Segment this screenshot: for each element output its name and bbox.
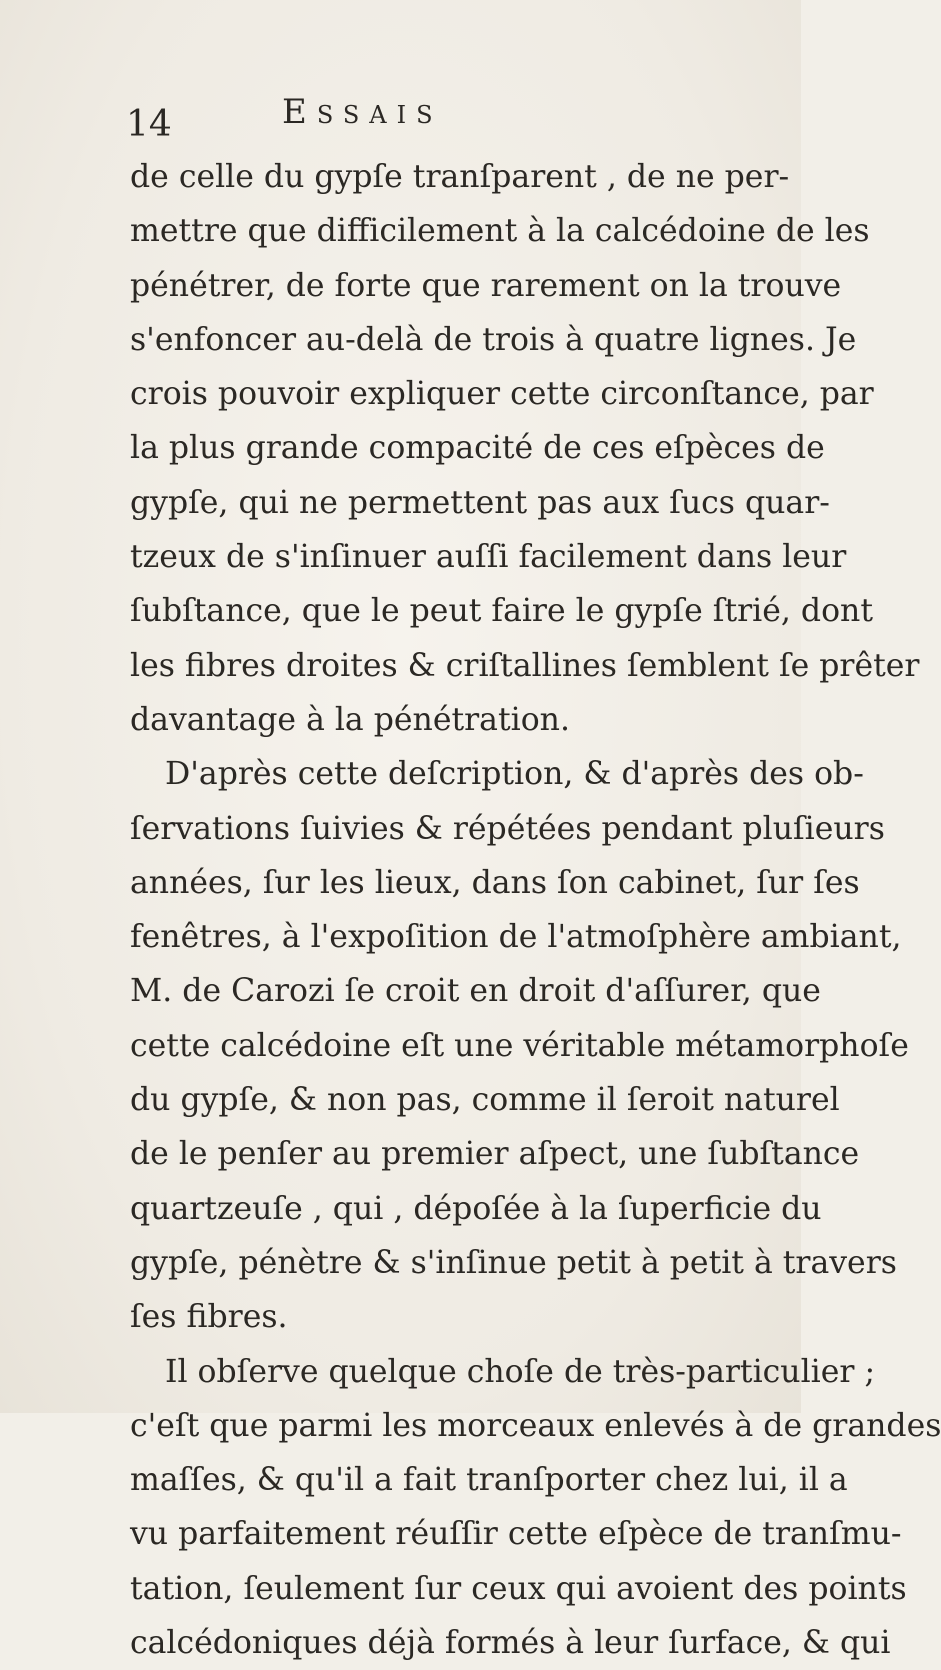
text-line: les fibres droites & criſtallines ſemblent ſe prêter xyxy=(130,647,920,684)
text-line: s'enfoncer au-delà de trois à quatre lignes. Je xyxy=(130,321,857,358)
text-line: D'après cette deſcription, & d'après des ob- xyxy=(165,756,864,793)
text-line: mettre que difficilement à la calcédoine de les xyxy=(130,213,870,250)
text-line: calcédoniques déjà formés à leur ſurface, & qui xyxy=(130,1625,891,1662)
text-line: crois pouvoir expliquer cette circonſtance, par xyxy=(130,376,874,413)
text-line: tzeux de s'inſinuer auſſi facilement dans leur xyxy=(130,539,847,576)
text-line: Il obſerve quelque choſe de très-particulier ; xyxy=(165,1353,876,1390)
text-line: gypſe, pénètre & s'inſinue petit à petit à travers xyxy=(130,1244,897,1281)
running-head: Essais xyxy=(282,92,443,132)
text-line: de le penſer au premier aſpect, une ſubſtance xyxy=(130,1136,860,1173)
text-line: tation, ſeulement ſur ceux qui avoient des points xyxy=(130,1570,907,1607)
text-line: c'eſt que parmi les morceaux enlevés à de grandes xyxy=(130,1407,941,1444)
text-line: maſſes, & qu'il a fait tranſporter chez lui, il a xyxy=(130,1462,848,1499)
text-line: années, ſur les lieux, dans ſon cabinet, ſur ſes xyxy=(130,864,860,901)
text-line: vu parfaitement réuſſir cette eſpèce de tranſmu- xyxy=(130,1516,902,1553)
text-line: M. de Carozi ſe croit en droit d'aſſurer, que xyxy=(130,973,821,1010)
text-line: cette calcédoine eſt une véritable métamorphoſe xyxy=(130,1027,909,1064)
text-line: ſes fibres. xyxy=(130,1299,288,1336)
text-line: gypſe, qui ne permettent pas aux ſucs quar- xyxy=(130,484,830,521)
text-line: pénétrer, de forte que rarement on la trouve xyxy=(130,267,842,304)
text-line: du gypſe, & non pas, comme il ſeroit naturel xyxy=(130,1082,840,1119)
text-line: fenêtres, à l'expoſition de l'atmoſphère ambiant, xyxy=(130,919,902,956)
text-line: quartzeuſe , qui , dépoſée à la ſuperficie du xyxy=(130,1190,822,1227)
text-line: ſubſtance, que le peut faire le gypſe ſtrié, dont xyxy=(130,593,873,630)
text-line: davantage à la pénétration. xyxy=(130,701,570,738)
body-text xyxy=(130,150,941,1670)
text-line: de celle du gypſe tranſparent , de ne per- xyxy=(130,159,790,195)
page-number: 14 xyxy=(126,104,172,145)
text-line: ſervations ſuivies & répétées pendant pluſieurs xyxy=(130,810,885,847)
text-line: la plus grande compacité de ces eſpèces de xyxy=(130,430,825,467)
